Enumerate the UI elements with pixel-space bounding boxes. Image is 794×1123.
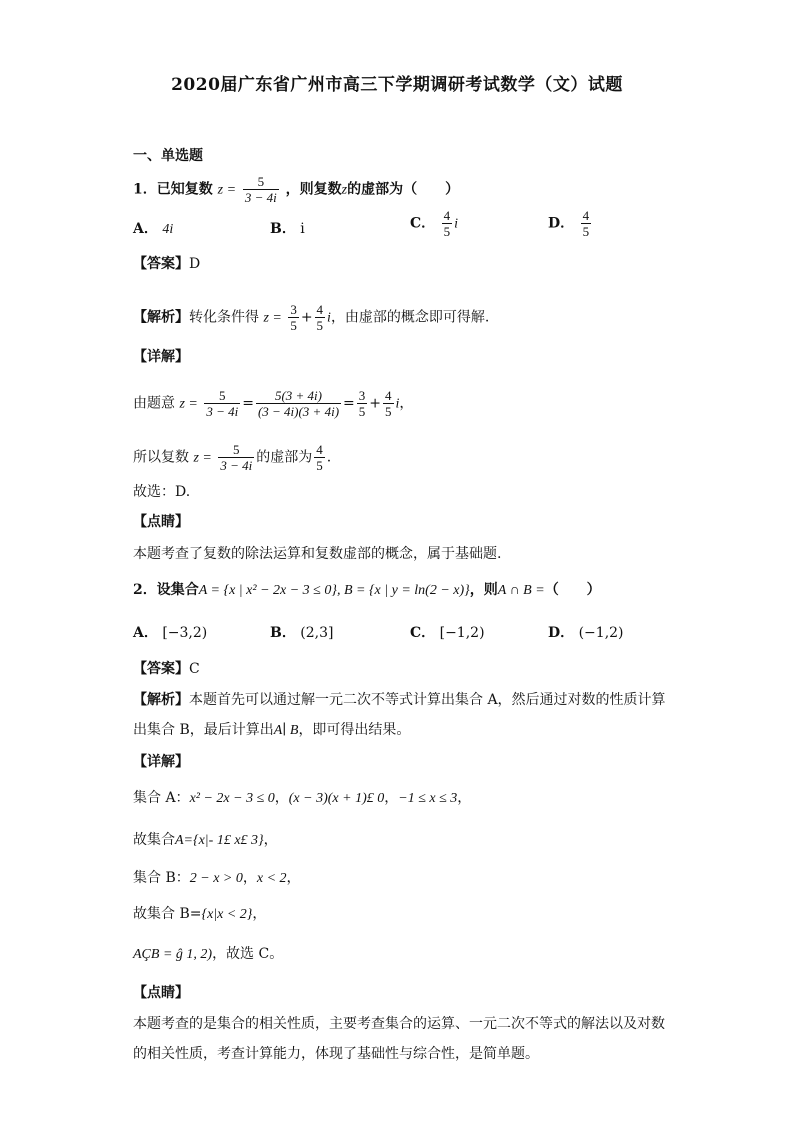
imag-unit: i	[395, 396, 400, 412]
q1-option-c	[410, 208, 458, 239]
frac-den: 5	[290, 318, 297, 333]
math: x < 2	[256, 871, 287, 886]
q2-detail-tag	[133, 752, 674, 772]
q1-option-b	[270, 218, 305, 238]
q2-analysis-text: 本题首先可以通过解一元二次不等式计算出集合 A，然后通过对数的性质计算	[189, 692, 666, 708]
q1-option-d	[548, 208, 593, 239]
q1-option-d-num: 4	[582, 208, 590, 223]
q2-analysis-line2	[133, 720, 674, 741]
math: (x − 3)(x + 1)£ 0	[288, 791, 385, 806]
q1-choose: 故选：D.	[133, 484, 191, 500]
q2-detail-line3	[133, 868, 674, 889]
section-heading: 一、单选题	[133, 148, 203, 164]
q2-detail-line5	[133, 944, 674, 965]
q1-stem-text-b: ，则复数	[285, 181, 342, 198]
q1-detail-text: 由题意	[133, 395, 175, 412]
q2-sets: A = {x | x² − 2x − 3 ≤ 0}, B = {x | y = ln(2 − x)}	[198, 583, 470, 598]
q2-expr: A ∩ B =	[497, 583, 545, 598]
q1-detail-frac3	[357, 388, 368, 419]
text: 故集合	[133, 832, 175, 848]
punctuation: .	[326, 449, 332, 466]
q2-option-b-value: (2,3]	[300, 625, 334, 641]
q1-answer	[133, 254, 674, 274]
imag-unit: i	[327, 310, 331, 326]
q2-option-b	[270, 622, 334, 642]
frac-num: 3	[358, 388, 366, 403]
q2-analysis-line1	[133, 690, 674, 710]
q1-option-a-label: A．	[133, 221, 158, 237]
page-title: 2020届广东省广州市高三下学期调研考试数学（文）试题	[171, 75, 623, 95]
q1-detail2-frac	[218, 442, 254, 473]
q1-option-c-num: 4	[443, 208, 451, 223]
q1-stem-text-c: 的虚部为（ ）	[347, 181, 460, 198]
q1-option-c-den: 5	[443, 224, 451, 239]
analysis-tag: 【解析】	[133, 309, 189, 326]
q1-frac-num: 5	[257, 174, 265, 189]
comment-tag: 【点睛】	[133, 985, 189, 1001]
frac-num: 4	[316, 442, 323, 457]
math: {x|x < 2}	[201, 907, 253, 922]
answer-tag: 【答案】	[133, 661, 189, 677]
q1-detail-text-2b: 的虚部为	[256, 449, 313, 466]
q2-detail-line1	[133, 788, 674, 809]
text: ，	[242, 870, 257, 886]
q2-option-a-value: [−3,2)	[162, 625, 208, 641]
q2-stem-text-b: ，则	[469, 582, 498, 598]
q1-z-eq: z =	[217, 182, 237, 198]
q1-option-c-frac	[442, 208, 453, 239]
q1-analysis-text: 转化条件得	[189, 309, 259, 326]
text: 集合 B：	[133, 870, 190, 886]
q2-stem	[133, 580, 674, 601]
math: x² − 2x − 3 ≤ 0	[189, 791, 275, 806]
frac-den: 5	[316, 318, 324, 333]
q1-detail-frac4	[383, 388, 394, 419]
q2-option-d-value: (−1,2)	[578, 625, 624, 641]
math: AÇB = ĝ 1, 2)	[133, 947, 213, 962]
frac-den: 5	[385, 404, 392, 419]
q2-analysis-text-2a: 出集合 B，最后计算出	[133, 722, 274, 738]
text: ，	[252, 906, 267, 922]
q2-comment-tag	[133, 983, 674, 1003]
text: ，	[274, 790, 289, 806]
math: A={x|- 1£ x£ 3}	[175, 833, 264, 848]
q1-option-a-value: 4i	[162, 222, 174, 237]
analysis-tag: 【解析】	[133, 692, 189, 708]
q1-detail-frac1	[204, 388, 240, 419]
math: 2 − x > 0	[189, 871, 243, 886]
q1-comment-tag	[133, 512, 674, 532]
q1-analysis-frac1	[288, 302, 299, 333]
q1-analysis-text-b: ，由虚部的概念即可得解.	[330, 309, 490, 326]
frac-den: 5	[316, 458, 323, 473]
q2-option-d-label: D．	[548, 625, 575, 641]
q1-detail-z: z =	[179, 396, 198, 412]
detail-tag: 【详解】	[133, 349, 189, 365]
q2-stem-text-c: （ ）	[544, 582, 601, 598]
q1-detail2-frac2	[314, 442, 325, 473]
q2-option-b-label: B．	[270, 625, 296, 641]
q2-option-c-value: [−1,2)	[439, 625, 485, 641]
equals-sign: =	[242, 395, 254, 412]
text: ，故选 C。	[212, 946, 284, 962]
q1-option-b-value: i	[300, 221, 305, 237]
q2-answer	[133, 659, 674, 679]
q1-detail-tag	[133, 347, 674, 367]
frac-den: 3 − 4i	[220, 458, 253, 473]
q1-option-a	[133, 218, 173, 238]
punctuation: ，	[399, 395, 414, 412]
q1-detail-text-2: 所以复数	[133, 449, 189, 466]
plus-sign: +	[369, 395, 381, 412]
frac-num: 5	[219, 388, 226, 403]
math: −1 ≤ x ≤ 3	[398, 791, 458, 806]
comment-tag: 【点睛】	[133, 514, 189, 530]
frac-num: 3	[290, 302, 297, 317]
q1-detail-line1	[133, 388, 674, 419]
q1-option-b-label: B．	[270, 221, 296, 237]
frac-den: 3 − 4i	[206, 404, 239, 419]
q1-analysis	[133, 302, 674, 333]
frac-num: 4	[385, 388, 392, 403]
q2-option-a-label: A．	[133, 625, 158, 641]
q1-option-c-label: C．	[410, 215, 436, 232]
q1-analysis-frac2	[315, 302, 326, 333]
q1-stem-text: 1．已知复数	[133, 181, 213, 198]
q1-option-d-frac	[581, 208, 592, 239]
detail-tag: 【详解】	[133, 754, 189, 770]
q1-analysis-z: z =	[263, 310, 282, 326]
q1-fraction	[243, 174, 279, 205]
plus-sign: +	[300, 309, 313, 326]
q2-detail-line2	[133, 830, 674, 851]
frac-den: (3 − 4i)(3 + 4i)	[257, 404, 340, 419]
text: 故集合 B=	[133, 906, 202, 922]
q1-detail-frac2	[256, 388, 341, 419]
answer-tag: 【答案】	[133, 256, 189, 272]
frac-den: 5	[358, 404, 366, 419]
frac-num: 5	[233, 442, 240, 457]
q2-detail-line4	[133, 904, 674, 925]
q2-option-c	[410, 622, 485, 642]
text: ，	[384, 790, 399, 806]
q2-analysis-math: A∣ B	[273, 723, 299, 738]
q1-option-c-i: i	[454, 216, 458, 232]
q1-detail-line2	[133, 442, 674, 473]
text: 集合 A：	[133, 790, 190, 806]
q2-analysis-text-2b: ，即可得出结果。	[298, 722, 411, 738]
q2-option-d	[548, 622, 624, 642]
q1-comment: 本题考查了复数的除法运算和复数虚部的概念，属于基础题.	[133, 546, 502, 562]
text: ，	[263, 832, 278, 848]
q2-comment-line2: 的相关性质，考查计算能力，体现了基础性与综合性，是简单题。	[133, 1046, 539, 1062]
frac-num: 4	[316, 302, 324, 317]
q1-option-d-den: 5	[582, 224, 590, 239]
q2-option-a	[133, 622, 207, 642]
q2-option-c-label: C．	[410, 625, 436, 641]
q2-answer-value: C	[189, 661, 200, 677]
frac-num: 5(3 + 4i)	[274, 388, 322, 403]
q2-stem-text: 2．设集合	[133, 582, 199, 598]
q1-detail-z-2: z =	[193, 450, 212, 466]
q1-option-d-label: D．	[548, 215, 575, 232]
q1-frac-den: 3 − 4i	[244, 190, 277, 205]
q1-answer-value: D	[189, 256, 201, 272]
q2-comment-line1: 本题考查的是集合的相关性质，主要考查集合的运算、一元二次不等式的解法以及对数	[133, 1016, 665, 1032]
text: ，	[286, 870, 301, 886]
text: ，	[457, 790, 472, 806]
q1-stem	[133, 174, 674, 205]
q1-z: z	[341, 182, 348, 198]
equals-sign: =	[343, 395, 355, 412]
